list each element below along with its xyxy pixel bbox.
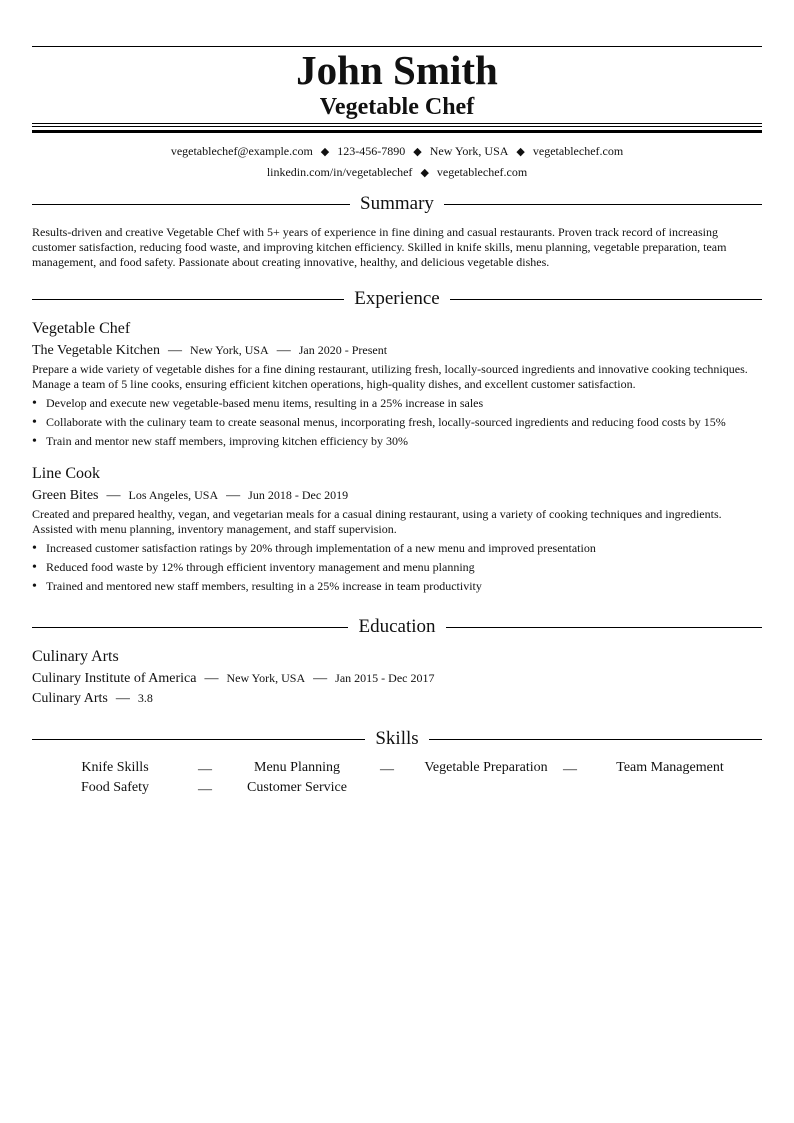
contact-email[interactable]: vegetablechef@example.com bbox=[170, 144, 313, 158]
dash-separator: — bbox=[106, 488, 121, 503]
diamond-separator-icon: ◆ bbox=[420, 167, 429, 179]
job-location: New York, USA bbox=[190, 343, 269, 357]
job-title: Line Cook bbox=[32, 465, 100, 482]
contact-phone[interactable]: 123-456-7890 bbox=[337, 144, 406, 158]
dash-separator: — bbox=[276, 343, 291, 358]
skill-item: Knife Skills bbox=[81, 760, 149, 775]
education-heading-text: Education bbox=[348, 616, 445, 637]
dash-separator: — bbox=[204, 671, 219, 686]
bullet-icon: • bbox=[32, 579, 37, 594]
candidate-name: John Smith bbox=[296, 47, 498, 93]
dash-separator: — bbox=[198, 782, 212, 797]
list-item: • Reduced food waste by 12% through efficient inventory management and menu planning bbox=[32, 560, 475, 575]
candidate-role: Vegetable Chef bbox=[319, 94, 475, 120]
diamond-separator-icon: ◆ bbox=[413, 146, 422, 158]
job-bullets bbox=[32, 394, 762, 451]
job-dates: Jun 2018 - Dec 2019 bbox=[248, 488, 349, 502]
list-item: • Collaborate with the culinary team to create seasonal menus, incorporating fresh, locally-sourced ingredients and reducing food costs by 15% bbox=[32, 415, 726, 430]
job-title: Vegetable Chef bbox=[32, 320, 131, 337]
skill-item: Menu Planning bbox=[254, 760, 340, 775]
education-school: Culinary Institute of America bbox=[32, 671, 197, 686]
dash-separator: — bbox=[313, 671, 328, 686]
diamond-separator-icon: ◆ bbox=[320, 146, 330, 158]
dash-separator: — bbox=[226, 488, 241, 503]
skill-item: Food Safety bbox=[80, 780, 150, 795]
header-bottom-rule bbox=[32, 123, 762, 133]
contact-line-2 bbox=[32, 164, 762, 181]
skill-item: Vegetable Preparation bbox=[424, 760, 548, 775]
dash-separator: — bbox=[563, 762, 577, 777]
list-item: • Train and mentor new staff members, improving kitchen efficiency by 30% bbox=[32, 434, 409, 449]
job-location: Los Angeles, USA bbox=[128, 488, 219, 502]
skill-item: Team Management bbox=[616, 760, 724, 775]
dash-separator: — bbox=[168, 343, 183, 358]
bullet-icon: • bbox=[32, 560, 37, 575]
bullet-icon: • bbox=[32, 396, 37, 411]
dash-separator: — bbox=[115, 691, 130, 706]
education-field: Culinary Arts bbox=[32, 691, 108, 706]
skills-heading bbox=[32, 726, 762, 752]
dash-separator: — bbox=[198, 762, 212, 777]
job-company: The Vegetable Kitchen bbox=[32, 343, 161, 358]
experience-heading bbox=[32, 286, 762, 312]
job-bullets bbox=[32, 539, 762, 596]
list-item: • Increased customer satisfaction ratings by 20% through implementation of a new menu and improved presentation bbox=[32, 541, 596, 556]
list-item: • Develop and execute new vegetable-based menu items, resulting in a 25% increase in sales bbox=[32, 396, 484, 411]
dash-separator: — bbox=[380, 762, 394, 777]
contact-website[interactable]: vegetablechef.com bbox=[532, 144, 624, 158]
education-location: New York, USA bbox=[226, 671, 306, 685]
job-description: Created and prepared healthy, vegan, and vegetarian meals for a casual dining restaurant, using a variety of cooking techniques and ingredients. Assisted with menu planning, inventory management, and staff supervision. bbox=[32, 507, 722, 536]
bullet-icon: • bbox=[32, 434, 37, 449]
job-dates: Jan 2020 - Present bbox=[298, 343, 388, 357]
education-degree: Culinary Arts bbox=[32, 648, 119, 665]
summary-text: Results-driven and creative Vegetable Chef with 5+ years of experience in fine dining and casual restaurants. Proven track record of increasing customer satisfaction, reducing food waste, and improving kitchen efficiency. Skilled in knife skills, menu planning, vegetable preparation, team management, and food safety. Passionate about creating innovative, healthy, and delicious vegetable dishes. bbox=[32, 225, 727, 269]
job-description: Prepare a wide variety of vegetable dishes for a fine dining restaurant, utilizing fresh, locally-sourced ingredients and innovative cooking techniques. Manage a team of 5 line cooks, ensuring efficient kitchen operations, high-quality dishes, and excellent customer satisfaction. bbox=[32, 362, 748, 391]
education-field-line bbox=[32, 689, 153, 708]
list-item: • Trained and mentored new staff members, resulting in a 25% increase in team productivity bbox=[32, 579, 482, 594]
summary-heading bbox=[32, 191, 762, 217]
contact-line-1 bbox=[32, 143, 762, 160]
contact-location: New York, USA bbox=[429, 144, 509, 158]
education-heading bbox=[32, 614, 762, 640]
education-gpa: 3.8 bbox=[137, 691, 153, 705]
education-dates: Jan 2015 - Dec 2017 bbox=[335, 671, 435, 685]
skill-item: Customer Service bbox=[247, 780, 347, 795]
diamond-separator-icon: ◆ bbox=[516, 146, 525, 158]
job-company: Green Bites bbox=[32, 488, 99, 503]
job-meta bbox=[32, 486, 348, 505]
summary-heading-text: Summary bbox=[350, 193, 444, 214]
skills-heading-text: Skills bbox=[365, 728, 428, 749]
contact-website-secondary[interactable]: vegetablechef.com bbox=[436, 165, 528, 179]
job-meta bbox=[32, 341, 387, 360]
contact-linkedin[interactable]: linkedin.com/in/vegetablechef bbox=[266, 165, 413, 179]
bullet-icon: • bbox=[32, 415, 37, 430]
education-meta bbox=[32, 669, 434, 688]
bullet-icon: • bbox=[32, 541, 37, 556]
experience-heading-text: Experience bbox=[344, 288, 449, 309]
